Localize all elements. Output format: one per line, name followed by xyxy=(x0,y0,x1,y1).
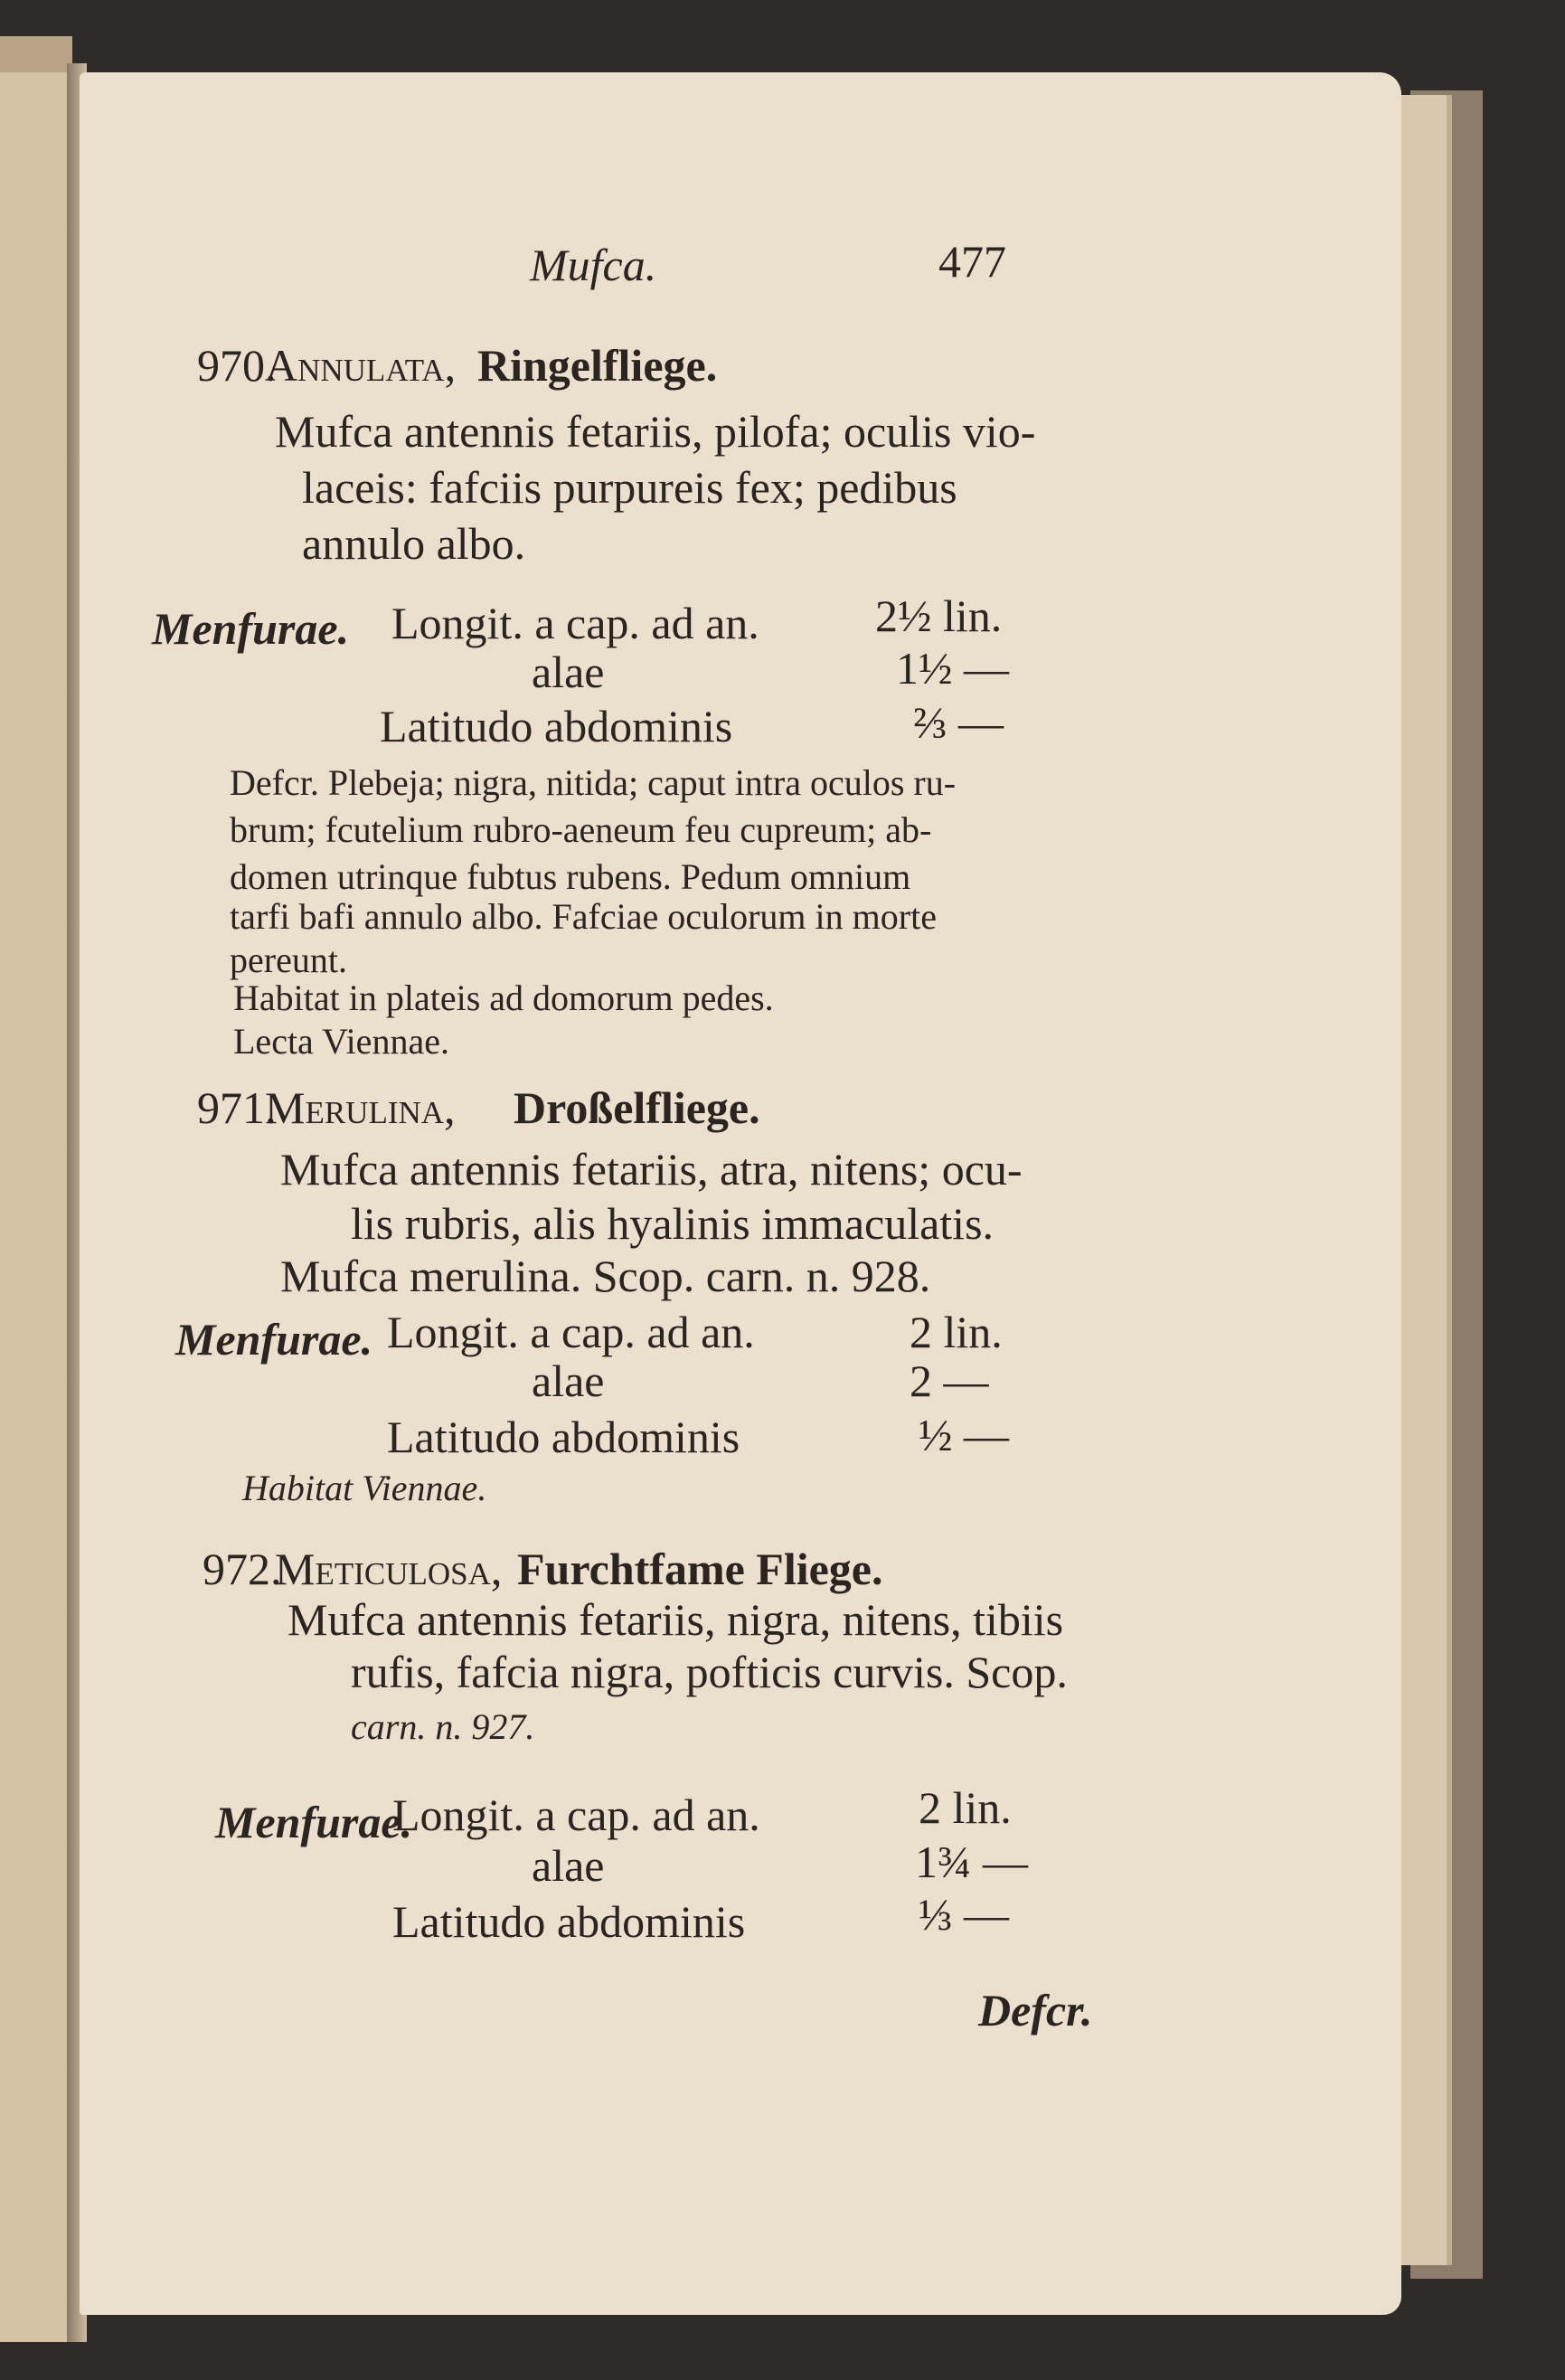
left-page-top xyxy=(0,36,72,72)
entry-971-mensurae-row-1-value: 2 lin. xyxy=(910,1307,1003,1357)
entry-970-mensurae-row-3-value: ⅔ — xyxy=(913,697,1004,748)
entry-972-mensurae-row-1-label: Longit. a cap. ad an. xyxy=(392,1790,760,1840)
entry-971-number: 971. xyxy=(197,1082,277,1133)
entry-970-habitat: Habitat in plateis ad domorum pedes. xyxy=(233,978,774,1018)
entry-972-mensurae-row-1-value: 2 lin. xyxy=(919,1782,1012,1833)
entry-971-mensurae-row-3-value: ½ — xyxy=(919,1410,1009,1460)
entry-970-german: Ringelfliege. xyxy=(477,340,718,391)
entry-971-diagnosis-line-3: Mufca merulina. Scop. carn. n. 928. xyxy=(280,1251,931,1301)
entry-970-collected: Lecta Viennae. xyxy=(233,1021,449,1062)
entry-971-mensurae-row-2-label: alae xyxy=(532,1355,605,1406)
catchword: Defcr. xyxy=(978,1985,1093,2035)
entry-970-diagnosis-line-1: Mufca antennis fetariis, pilofa; oculis vio- xyxy=(275,406,1036,457)
entry-972-diagnosis-line-2: rufis, fafcia nigra, pofticis curvis. Scop. xyxy=(351,1647,1068,1697)
entry-972-diagnosis-line-1: Mufca antennis fetariis, nigra, nitens, tibiis xyxy=(288,1594,1064,1645)
entry-970-number: 970. xyxy=(197,340,277,391)
entry-972-number: 972. xyxy=(203,1544,282,1594)
entry-970-description-line-3: domen utrinque fubtus rubens. Pedum omnium xyxy=(230,856,911,897)
entry-972-mensurae-row-2-label: alae xyxy=(532,1840,605,1891)
entry-970-mensurae-row-2-label: alae xyxy=(532,647,605,697)
entry-972-mensurae-label: Menfurae. xyxy=(215,1797,413,1847)
entry-970-description-line-5: pereunt. xyxy=(230,940,347,980)
entry-971-mensurae-row-3-label: Latitudo abdominis xyxy=(387,1412,740,1462)
entry-971-diagnosis-line-2: lis rubris, alis hyalinis immaculatis. xyxy=(351,1198,995,1249)
entry-972-mensurae-row-3-label: Latitudo abdominis xyxy=(392,1896,746,1947)
entry-970-mensurae-row-2-value: 1½ — xyxy=(896,643,1009,694)
entry-971-mensurae-row-1-label: Longit. a cap. ad an. xyxy=(387,1307,755,1357)
entry-972-mensurae-row-2-value: 1¾ — xyxy=(915,1837,1028,1887)
entry-970-mensurae-label: Menfurae. xyxy=(152,603,350,654)
entry-972-german: Furchtfame Fliege. xyxy=(517,1544,883,1594)
entry-971-german: Droßelfliege. xyxy=(514,1082,760,1133)
entry-971-name: Merulina, xyxy=(265,1082,456,1133)
entry-970-description-line-2: brum; fcutelium rubro-aeneum feu cupreum; ab- xyxy=(230,809,932,850)
entry-970-diagnosis-line-3: annulo albo. xyxy=(302,518,526,569)
entry-972-mensurae-row-3-value: ⅓ — xyxy=(919,1889,1009,1940)
running-title: Mufca. xyxy=(530,240,657,290)
book-page xyxy=(80,72,1401,2315)
entry-971-mensurae-row-2-value: 2 — xyxy=(910,1355,989,1406)
entry-971-diagnosis-line-1: Mufca antennis fetariis, atra, nitens; ocu- xyxy=(280,1144,1023,1195)
entry-970-mensurae-row-1-label: Longit. a cap. ad an. xyxy=(391,598,759,648)
entry-972-diagnosis-line-3: carn. n. 927. xyxy=(351,1706,535,1747)
entry-971-habitat: Habitat Viennae. xyxy=(242,1468,487,1508)
entry-970-diagnosis-line-2: laceis: fafciis purpureis fex; pedibus xyxy=(302,462,957,513)
entry-972-name: Meticulosa, xyxy=(275,1544,503,1594)
entry-970-mensurae-row-3-label: Latitudo abdominis xyxy=(380,701,733,751)
entry-970-description-line-1: Defcr. Plebeja; nigra, nitida; caput intra oculos ru- xyxy=(230,762,957,803)
entry-970-mensurae-row-1-value: 2½ lin. xyxy=(875,590,1003,641)
entry-971-mensurae-label: Menfurae. xyxy=(175,1314,373,1365)
entry-970-name: Annulata, xyxy=(265,340,457,391)
page-number: 477 xyxy=(938,236,1006,287)
entry-970-description-line-4: tarfi bafi annulo albo. Fafciae oculorum in morte xyxy=(230,896,937,937)
